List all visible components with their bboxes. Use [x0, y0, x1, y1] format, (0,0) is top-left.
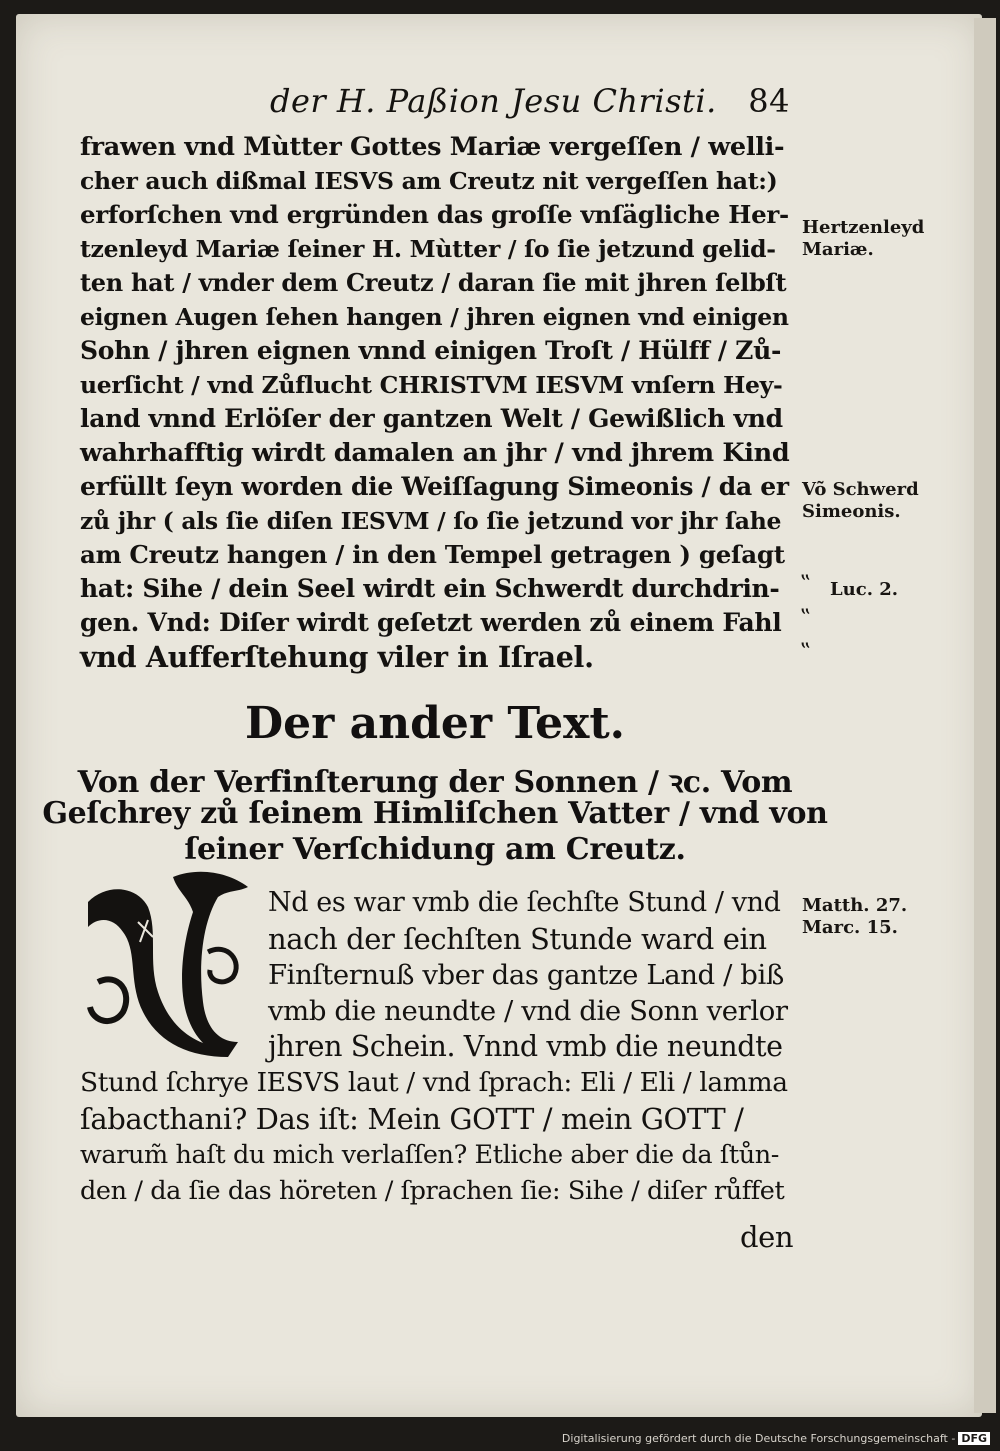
section-heading: Der ander Text. [245, 698, 625, 749]
text-line: warum̃ haſt du mich verlaſſen? Etliche aber die da ſtůn- [80, 1140, 779, 1170]
dfg-logo-icon: DFG [958, 1432, 990, 1445]
text-line: Stund ſchrye IESVS laut / vnd ſprach: Eli / Eli / lamma [80, 1067, 788, 1098]
section-subheading-line: Geſchrey zů ſeinem Himliſchen Vatter / vnd von [42, 796, 828, 831]
section-subheading-line: ſeiner Verſchidung am Creutz. [184, 832, 686, 867]
text-line: erforſchen vnd ergründen das groſſe vnſägliche Her- [80, 200, 789, 229]
running-head-title: der H. Paßion Jesu Christi. [270, 82, 717, 120]
text-line: zů jhr ( als ſie diſen IESVM / ſo ſie jetzund vor jhr ſahe [80, 507, 782, 535]
text-line: gen. Vnd: Diſer wirdt geſetzt werden zů einem Fahl [80, 608, 782, 637]
quote-mark: ‟ [800, 640, 812, 665]
quote-mark: ‟ [800, 606, 812, 631]
text-line: tzenleyd Mariæ ſeiner H. Mùtter / ſo ſie jetzund gelid- [80, 235, 776, 263]
section-subheading-line: Von der Verfinſterung der Sonnen / ꝛc. Vom [77, 765, 793, 800]
text-line: erfüllt ſeyn worden die Weiſſagung Simeonis / da er [80, 472, 789, 501]
text-line: den / da ſie das höreten / ſprachen ſie: Sihe / diſer růffet [80, 1176, 785, 1206]
text-line: Sohn / jhren eignen vnnd einigen Troſt / Hülff / Zů- [80, 336, 782, 365]
page-edge [974, 18, 996, 1413]
margin-note-mariae: Mariæ. [802, 239, 874, 260]
text-line: nach der ſechſten Stunde ward ein [268, 922, 767, 956]
text-line: vmb die neundte / vnd die Sonn verlor [268, 995, 788, 1027]
decorative-initial-v [78, 862, 258, 1062]
margin-note-matth: Matth. 27. [802, 895, 908, 916]
text-line: eignen Augen ſehen hangen / jhren eignen vnd einigen [80, 303, 789, 331]
text-line: wahrhafftig wirdt damalen an jhr / vnd jhrem Kind [80, 438, 790, 468]
text-line: uerſicht / vnd Zůflucht CHRISTVM IESVM vnſern Hey- [80, 371, 783, 399]
quote-mark: ‟ [800, 572, 812, 597]
margin-note-luc: Luc. 2. [830, 579, 899, 600]
text-line: ten hat / vnder dem Creutz / daran ſie mit jhren ſelbſt [80, 268, 787, 297]
text-line: cher auch dißmal IESVS am Creutz nit vergeſſen hat:) [80, 167, 778, 195]
text-line: vnd Aufferſtehung viler in Iſrael. [80, 640, 594, 674]
text-line: ſabacthani? Das iſt: Mein GOTT / mein GOTT / [80, 1102, 744, 1136]
page-number: 84 [748, 82, 790, 120]
text-line: Nd es war vmb die ſechſte Stund / vnd [268, 887, 781, 918]
margin-note-simeonis: Simeonis. [802, 501, 901, 522]
margin-note-hertzenleyd: Hertzenleyd [802, 217, 925, 238]
margin-note-marc: Marc. 15. [802, 917, 898, 938]
footer-text: Digitalisierung gefördert durch die Deutsche Forschungsgemeinschaft - [561, 1432, 956, 1445]
text-line: hat: Sihe / dein Seel wirdt ein Schwerdt durchdrin- [80, 574, 780, 603]
margin-note-schwerd: Võ Schwerd [802, 479, 919, 500]
footer-credit [562, 1432, 990, 1445]
text-line: land vnnd Erlöſer der gantzen Welt / Gewißlich vnd [80, 404, 783, 433]
text-line: am Creutz hangen / in den Tempel getragen ) geſagt [80, 540, 785, 569]
text-line: Finſternuß vber das gantze Land / biß [268, 959, 784, 991]
text-line: jhren Schein. Vnnd vmb die neundte [268, 1030, 783, 1063]
catchword: den [740, 1220, 794, 1254]
text-line: frawen vnd Mùtter Gottes Mariæ vergeſſen / welli- [80, 132, 785, 162]
